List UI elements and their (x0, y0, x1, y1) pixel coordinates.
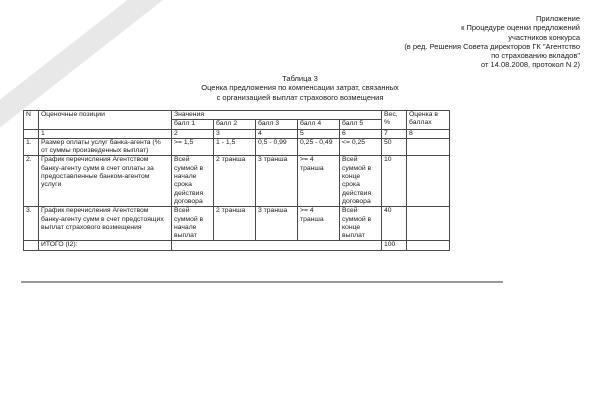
table-row (24, 156, 450, 207)
header-row (24, 111, 450, 120)
row-weight: 10 (382, 156, 407, 207)
header-values: Значения (172, 111, 382, 120)
column-number (24, 129, 39, 138)
row-position: Размер оплаты услуг банка-агента (% от суммы произведенных выплат) (39, 138, 172, 156)
row-weight: 40 (382, 207, 407, 241)
row-point: 0,5 - 0,99 (256, 138, 298, 156)
table-title (180, 74, 420, 102)
row-point: Всей суммой в конце выплат (340, 207, 382, 241)
header-point: балл 1 (172, 120, 214, 129)
total-values-empty (172, 241, 382, 250)
appendix-line: (в ред. Решения Совета директоров ГК "Агентство (404, 41, 580, 51)
header-point: балл 5 (340, 120, 382, 129)
row-score (407, 156, 450, 207)
row-weight: 50 (382, 138, 407, 156)
header-n: N (24, 111, 39, 130)
row-point: Всей суммой в начале выплат (172, 207, 214, 241)
column-number: 4 (256, 129, 298, 138)
header-point: балл 3 (256, 120, 298, 129)
row-point: 0,25 - 0,49 (298, 138, 340, 156)
row-point: Всей суммой в конце срока действия договора (340, 156, 382, 207)
row-number: 1. (24, 138, 39, 156)
row-position: График перечисления Агентством банку-агенту сумм в счет оплаты за предоставленные банком-агентом услуги (39, 156, 172, 207)
column-number: 1 (39, 129, 172, 138)
header-score: Оценка в баллах (407, 111, 450, 130)
table-row (24, 207, 450, 241)
column-number: 6 (340, 129, 382, 138)
table-row (24, 138, 450, 156)
row-number: 2. (24, 156, 39, 207)
total-empty-cell (24, 241, 39, 250)
row-score (407, 207, 450, 241)
row-point: 3 транша (256, 156, 298, 207)
table-number: Таблица 3 (282, 74, 318, 83)
row-point: 2 транша (214, 207, 256, 241)
header-point: балл 4 (298, 120, 340, 129)
appendix-line: от 14.08.2008, протокол N 2) (481, 60, 580, 70)
header-point: балл 2 (214, 120, 256, 129)
appendix-line: Приложение (536, 14, 580, 23)
row-position: График перечисления Агентством банку-агенту сумм в счет предстоящих выплат страхового возмещения (39, 207, 172, 241)
total-weight: 100 (382, 241, 407, 250)
appendix-line: по страхованию вкладов" (491, 51, 580, 61)
appendix-line: к Процедуре оценки предложений (461, 23, 580, 33)
row-point: <= 0,25 (340, 138, 382, 156)
total-row (24, 241, 450, 250)
column-number: 8 (407, 129, 450, 138)
appendix-line: участников конкурса (508, 32, 580, 42)
row-point: >= 1,5 (172, 138, 214, 156)
column-number: 3 (214, 129, 256, 138)
total-label: ИТОГО (I2): (39, 241, 172, 250)
row-score (407, 138, 450, 156)
appendix-note (404, 14, 580, 70)
row-point: >= 4 транша (298, 156, 340, 207)
page-divider (21, 281, 503, 283)
row-point: 2 транша (214, 156, 256, 207)
column-number: 2 (172, 129, 214, 138)
row-point: 3 транша (256, 207, 298, 241)
evaluation-table (23, 110, 450, 251)
column-number: 5 (298, 129, 340, 138)
row-point: Всей суммой в начале срока действия договора (172, 156, 214, 207)
table-caption-line2: с организацией выплат страхового возмещения (216, 92, 384, 102)
row-point: >= 4 транша (298, 207, 340, 241)
column-number: 7 (382, 129, 407, 138)
header-positions: Оценочные позиции (39, 111, 172, 130)
row-number: 3. (24, 207, 39, 241)
total-score (407, 241, 450, 250)
column-number-row (24, 129, 450, 138)
header-weight: Вес, % (382, 111, 407, 130)
table-caption-line1: Оценка предложения по компенсации затрат, связанных (201, 83, 399, 93)
watermark-text: NoNumber.ru (8, 8, 72, 62)
row-point: 1 - 1,5 (214, 138, 256, 156)
